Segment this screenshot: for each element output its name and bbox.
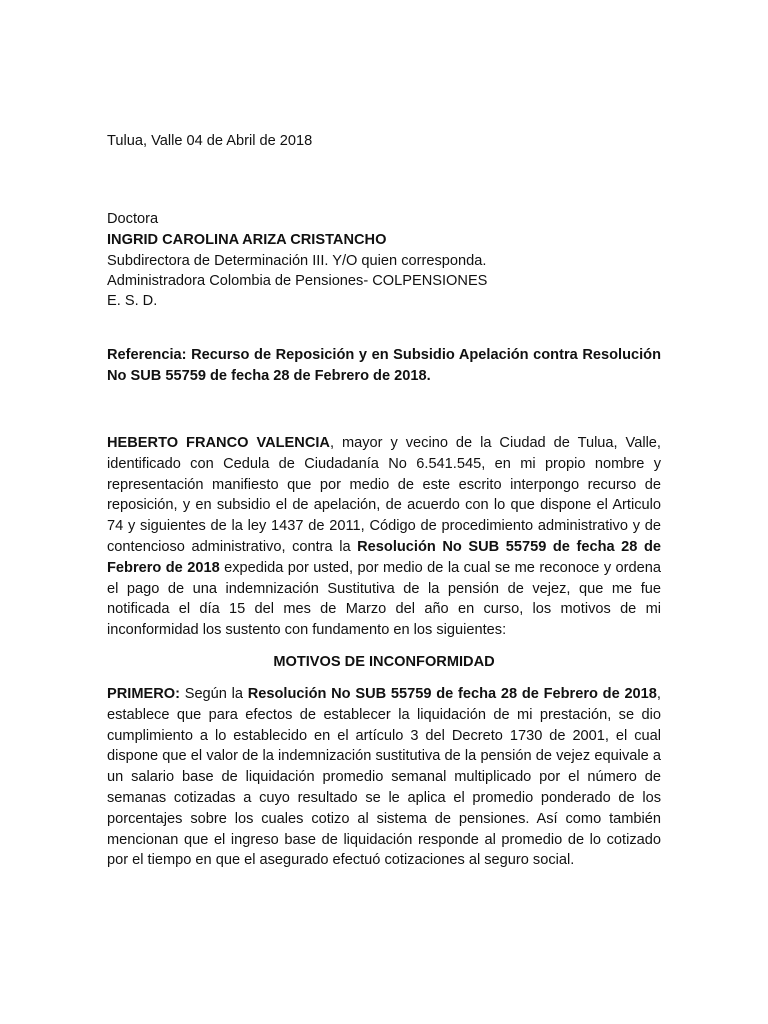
intro-text-2: expedida por usted, por medio de la cual se me reconoce y ordena el pago de una indemnización Sustitutiva de la pensión de vejez, que me fue notificada el día 15 del mes de Marzo del año en curso, los motivos de mi inconformidad los sustento con fundamento en los siguientes: <box>107 559 661 639</box>
section-title: MOTIVOS DE INCONFORMIDAD <box>273 654 495 670</box>
recipient-position: Subdirectora de Determinación III. Y/O quien corresponda. <box>107 253 487 269</box>
first-label: PRIMERO: <box>107 686 180 702</box>
recipient-salutation: Doctora <box>107 211 159 227</box>
intro-name: HEBERTO FRANCO VALENCIA <box>107 435 330 451</box>
recipient-name: INGRID CAROLINA ARIZA CRISTANCHO <box>107 232 387 248</box>
place-date: Tulua, Valle 04 de Abril de 2018 <box>107 133 313 149</box>
first-resolution: Resolución No SUB 55759 de fecha 28 de Febrero de 2018 <box>247 686 657 702</box>
reference: Referencia: Recurso de Reposición y en Subsidio Apelación contra Resolución No SUB 55759 de fecha 28 de Febrero de 2018. <box>107 347 661 384</box>
first-text-2: , establece que para efectos de establecer la liquidación de mi prestación, se dio cumplimiento a lo establecido en el artículo 3 del Decreto 1730 de 2001, el cual dispone que el valor de la indemnización sustitutiva de la pensión de vejez equivale a un salario base de liquidación promedio semanal multiplicado por el número de semanas cotizadas a cuyo resultado se le aplica el promedio ponderado de los porcentajes sobre los cuales cotizo al sistema de pensiones. Así como también mencionan que el ingreso base de liquidación responde al promedio de lo cotizado por el tiempo en que el asegurado efectuó cotizaciones al seguro social. <box>107 686 661 869</box>
first-text-1: Según la <box>179 686 248 702</box>
intro-paragraph <box>107 433 661 641</box>
first-paragraph <box>107 684 661 871</box>
intro-resolution: Resolución No SUB 55759 de fecha 28 de Febrero de 2018 <box>107 538 661 576</box>
intro-text-1: , mayor y vecino de la Ciudad de Tulua, Valle, identificado con Cedula de Ciudadanía No 6.541.545, en mi propio nombre y representación manifiesto que por medio de este escrito interpongo recurso de reposición, y en subsidio el de apelación, de acuerdo con lo que dispone el Articulo 74 y siguientes de la ley 1437 de 2011, Código de procedimiento administrativo y de contencioso administrativo, contra la <box>107 435 661 555</box>
recipient-organization: Administradora Colombia de Pensiones- COLPENSIONES <box>107 273 488 289</box>
recipient-esd: E. S. D. <box>107 293 158 309</box>
